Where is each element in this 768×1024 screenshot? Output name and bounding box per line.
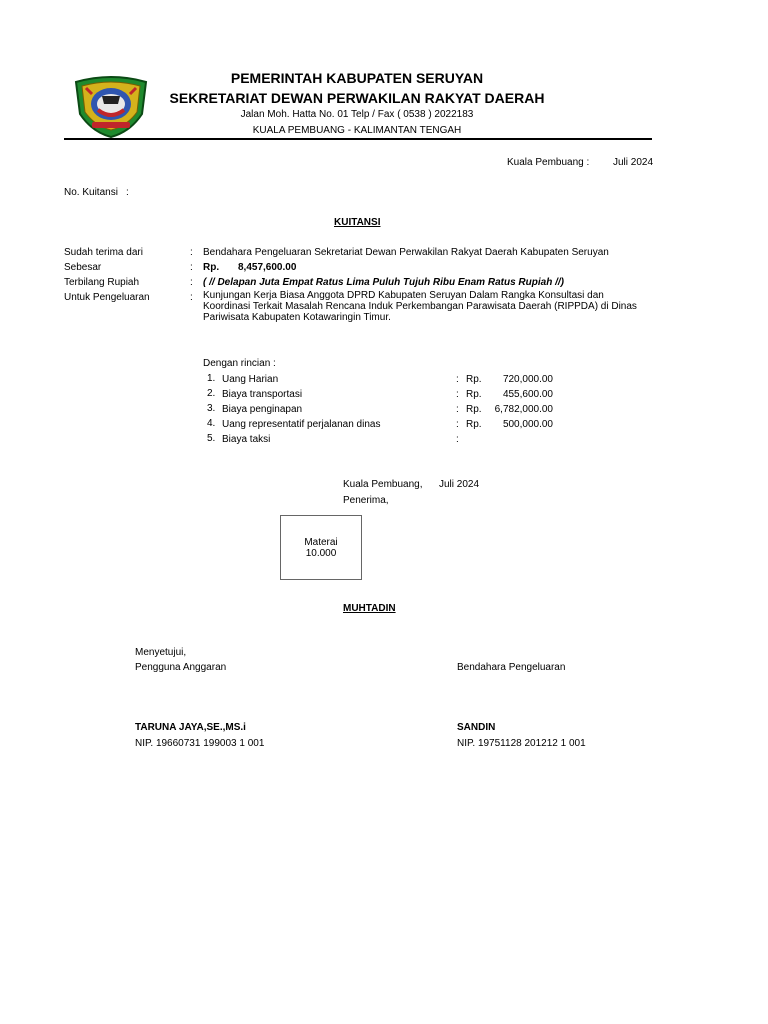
received-from-colon: : <box>190 247 193 258</box>
header-address: Jalan Moh. Hatta No. 01 Telp / Fax ( 0538 ) 2022183 <box>240 109 474 120</box>
in-words-label: Terbilang Rupiah <box>64 277 140 288</box>
detail-colon: : <box>456 419 459 430</box>
detail-currency: Rp. <box>466 404 482 415</box>
detail-name: Biaya taksi <box>222 434 271 445</box>
header-divider <box>64 138 652 140</box>
detail-colon: : <box>456 434 459 445</box>
detail-no: 4. <box>207 418 216 429</box>
amount-currency: Rp. <box>203 262 220 273</box>
stamp-line2: 10.000 <box>305 547 337 559</box>
purpose-colon: : <box>190 292 193 303</box>
detail-currency: Rp. <box>466 419 482 430</box>
sign-date: Juli 2024 <box>439 479 480 490</box>
detail-currency: Rp. <box>466 389 482 400</box>
detail-amount: 500,000.00 <box>502 419 553 430</box>
receipt-no-colon: : <box>126 187 129 198</box>
stamp-line1: Materai <box>304 536 338 548</box>
detail-name: Biaya penginapan <box>222 404 303 415</box>
top-date-place: Kuala Pembuang : <box>507 157 590 168</box>
in-words-value: ( // Delapan Juta Empat Ratus Lima Puluh Tujuh Ribu Enam Ratus Rupiah //) <box>203 277 564 288</box>
detail-amount: 455,600.00 <box>502 389 553 400</box>
treasurer-nip: NIP. 19751128 201212 1 001 <box>457 738 586 749</box>
detail-no: 5. <box>207 433 216 444</box>
detail-colon: : <box>456 374 459 385</box>
sign-place: Kuala Pembuang, <box>343 479 423 490</box>
budget-user-name: TARUNA JAYA,SE.,MS.i <box>135 722 246 733</box>
detail-colon: : <box>456 404 459 415</box>
recipient-role: Penerima, <box>343 495 389 506</box>
budget-user-role: Pengguna Anggaran <box>135 662 227 673</box>
header-city: KUALA PEMBUANG - KALIMANTAN TENGAH <box>252 125 462 136</box>
purpose-label: Untuk Pengeluaran <box>64 292 150 303</box>
received-from-label: Sudah terima dari <box>64 247 143 258</box>
approval-label: Menyetujui, <box>135 647 187 658</box>
treasurer-role: Bendahara Pengeluaran <box>457 662 566 673</box>
detail-colon: : <box>456 389 459 400</box>
detail-no: 2. <box>207 388 216 399</box>
detail-amount: 6,782,000.00 <box>494 404 553 415</box>
detail-name: Biaya transportasi <box>222 389 303 400</box>
details-heading: Dengan rincian : <box>203 358 276 369</box>
amount-label: Sebesar <box>64 262 102 273</box>
detail-no: 3. <box>207 403 216 414</box>
header-secretariat-title: SEKRETARIAT DEWAN PERWAKILAN RAKYAT DAERAH <box>169 90 545 106</box>
revenue-stamp-box <box>280 515 362 580</box>
amount-colon: : <box>190 262 193 273</box>
top-date-value: Juli 2024 <box>613 157 654 168</box>
recipient-name: MUHTADIN <box>343 603 396 614</box>
in-words-colon: : <box>190 277 193 288</box>
detail-amount: 720,000.00 <box>502 374 553 385</box>
detail-name: Uang representatif perjalanan dinas <box>222 419 381 430</box>
amount-value: 8,457,600.00 <box>238 262 297 273</box>
header-government-title: PEMERINTAH KABUPATEN SERUYAN <box>230 70 484 86</box>
budget-user-nip: NIP. 19660731 199003 1 001 <box>135 738 265 749</box>
purpose-value: Kunjungan Kerja Biasa Anggota DPRD Kabupaten Seruyan Dalam Rangka Konsultasi dan Koordinasi Terkait Masalah Rencana Induk Perkembangan Parawisata Daerah (RIPPDA) di Dinas Pariwisata Kabupaten Kotawaringin Timur. <box>203 290 637 323</box>
detail-name: Uang Harian <box>222 374 279 385</box>
treasurer-name: SANDIN <box>457 722 496 733</box>
detail-no: 1. <box>207 373 216 384</box>
receipt-no-label: No. Kuitansi <box>64 187 118 198</box>
received-from-value: Bendahara Pengeluaran Sekretariat Dewan Perwakilan Rakyat Daerah Kabupaten Seruyan <box>203 247 609 258</box>
document-title: KUITANSI <box>334 217 381 228</box>
detail-currency: Rp. <box>466 374 482 385</box>
